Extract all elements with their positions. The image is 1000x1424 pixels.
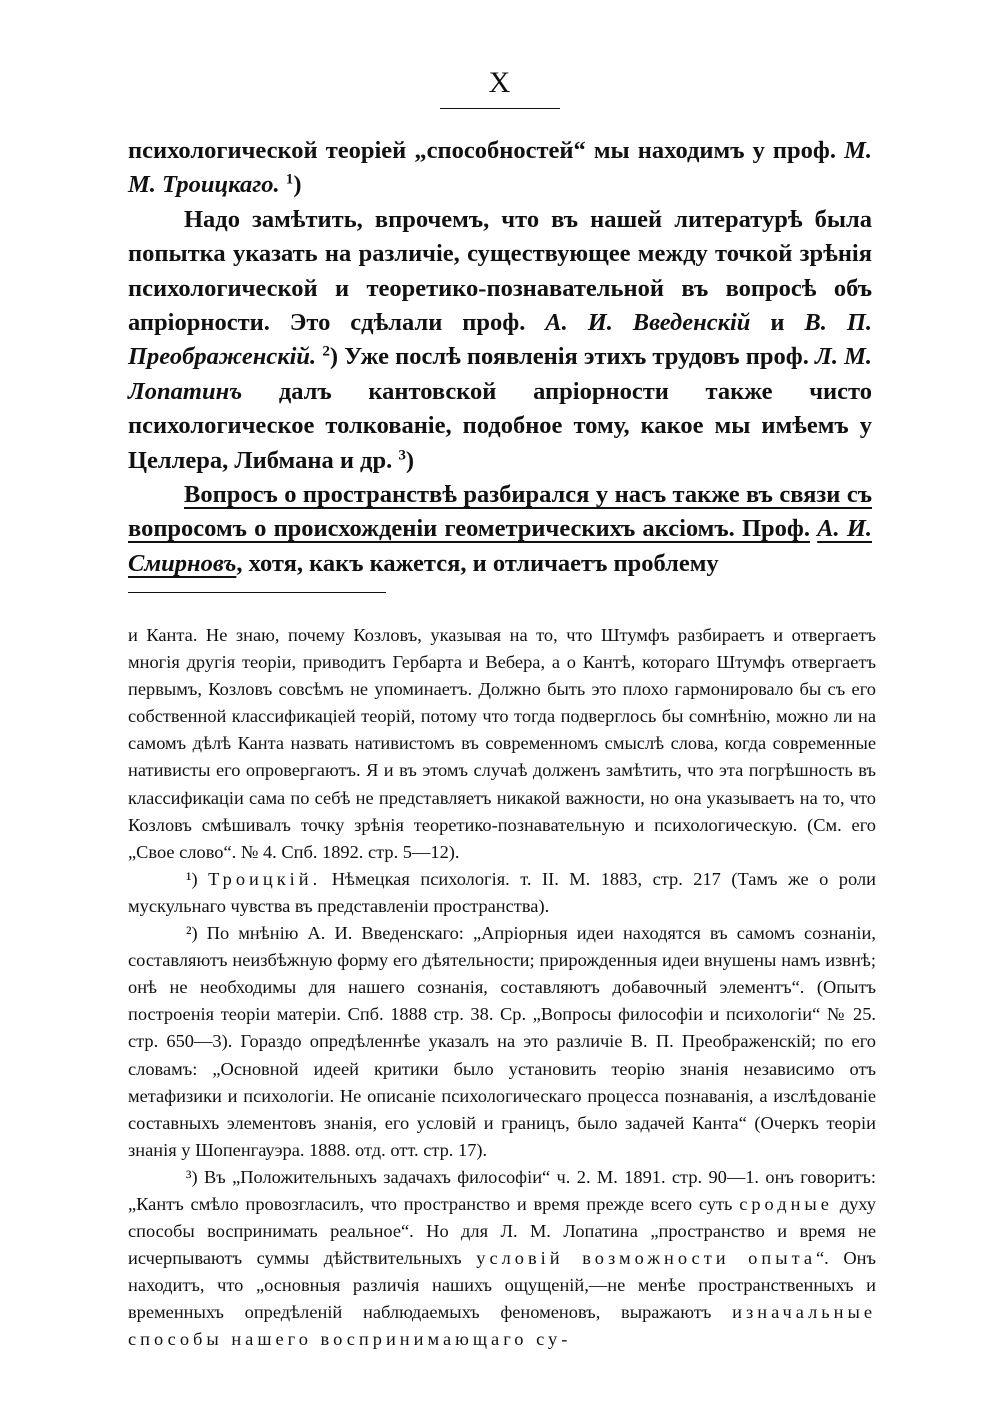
p2-author-vvedensky: А. И. Введенскій bbox=[545, 309, 751, 337]
page-number: X bbox=[488, 66, 512, 99]
footnote-ref-1: 1 bbox=[285, 171, 294, 189]
p2-author-lopatin: Л. М. Лопатинъ bbox=[128, 343, 873, 405]
p3-text-a: Вопросъ о пространствѣ разбирался у насъ также въ связи съ вопросомъ о происхожденіи геометрическихъ аксіомъ. Проф. bbox=[128, 481, 872, 543]
footnote-1-mark: ¹) bbox=[186, 868, 198, 889]
p2-text-b: ) Уже послѣ появленія этихъ трудовъ проф. bbox=[329, 343, 809, 371]
p2-text-a: Надо замѣтить, впрочемъ, что въ нашей литературѣ была попытка указать на различіе, существующее между точкой зрѣнія психологической и теоретико-познавательной въ вопросѣ объ апріорности. Это сдѣлали проф. bbox=[128, 205, 872, 337]
footnote-1-text: Нѣмецкая психологія. т. II. М. 1883, стр. 217 (Тамъ же о роли мускульнаго чувства въ представленіи пространства). bbox=[128, 868, 876, 916]
footnotes bbox=[128, 622, 876, 1354]
p1-end: ) bbox=[293, 171, 302, 199]
footnote-3-name: Л. М. Лопатина bbox=[500, 1221, 638, 1242]
p2-author-preobrazhensky: В. П. Преображенскій. bbox=[128, 309, 873, 371]
p2-and: и bbox=[770, 309, 785, 337]
footnote-3-mark: ³) bbox=[186, 1166, 198, 1187]
footnote-ref-2: 2 bbox=[322, 343, 330, 361]
footnote-1-author: Троицкій. bbox=[208, 868, 322, 889]
p1-author-name: М. М. Троицкаго. bbox=[128, 137, 872, 199]
footnote-3-text-c: „пространство и время не исчерпываютъ суммы дѣйствительныхъ bbox=[128, 1221, 876, 1269]
p3-text-b: , хотя, какъ кажется, и отличаетъ проблему bbox=[236, 549, 719, 577]
footnote-2 bbox=[128, 920, 876, 1164]
footnote-3-spaced-2: условій возможности опыта bbox=[476, 1248, 816, 1269]
p2-text-c: далъ кантовской апріорности также чисто психологическое толкованіе, подобное тому, какое мы имѣемъ у Целлера, Либмана и др. bbox=[128, 377, 872, 474]
footnote-3-spaced-1: сродные bbox=[739, 1193, 833, 1214]
footnote-ref-3: 3 bbox=[398, 446, 406, 464]
p2-end: ) bbox=[405, 446, 415, 474]
footnote-2-mark: ²) bbox=[186, 923, 198, 944]
footnote-3-text-d: “. Онъ находитъ, что „основныя различія нашихъ ощущеній,—не менѣе пространственныхъ и временныхъ опредѣленій наблюдаемыхъ феноменовъ, выражаютъ bbox=[128, 1248, 876, 1323]
main-text bbox=[128, 134, 872, 581]
p1-text: психологической теоріей „способностей“ мы находимъ у проф. bbox=[128, 137, 836, 164]
p3-author-smirnov: А. И. Смирновъ bbox=[128, 515, 873, 577]
footnote-2-name: А. И. Введенскаго: bbox=[307, 923, 464, 944]
footnote-3-text-b: духу способы воспринимать реальное“. Но для bbox=[128, 1193, 876, 1242]
paragraph-3 bbox=[128, 478, 872, 581]
paragraph-2 bbox=[128, 203, 872, 478]
paragraph-1 bbox=[128, 134, 872, 203]
page-number-rule bbox=[440, 108, 560, 109]
footnote-rule bbox=[128, 592, 386, 593]
footnote-1 bbox=[128, 866, 876, 920]
footnote-continuation: и Канта. Не знаю, почему Козловъ, указывая на то, что Штумфъ разбираетъ и отвергаетъ многія другія теоріи, приводитъ Гербарта и Вебера, а о Кантѣ, котораго Штумфъ отвергаетъ первымъ, Козловъ совсѣмъ не упоминаетъ. Должно быть это плохо гармонировало бы съ его собственной классификаціей теорій, потому что тогда подверглось бы сомнѣнію, можно ли на самомъ дѣлѣ Канта назвать нативистомъ въ современномъ смыслѣ слова, когда современные нативисты его опровергаютъ. Я и въ этомъ случаѣ долженъ замѣтить, что эта погрѣшность въ классификаціи сама по себѣ не представляетъ никакой важности, но она указываетъ на то, что Козловъ смѣшивалъ точку зрѣнія теоретико-познавательную и психологическую. (См. его „Свое слово“. № 4. Спб. 1892. стр. 5—12). bbox=[128, 625, 876, 862]
footnote-2-text-b: „Апріорныя идеи находятся въ самомъ сознаніи, составляютъ неизбѣжную форму его дѣятельности; прирожденныя идеи внушены намъ извнѣ; онѣ не необходимы для нашего сознанія, составляютъ добавочный элементъ“. (Опытъ построенія теоріи матеріи. Спб. 1888 стр. 38. Ср. „Вопросы философіи и психологіи“ № 25. стр. 650—3). Гораздо опредѣленнѣе указалъ на это различіе В. П. Преображенскій; по его словамъ: „Основной идеей критики было установить теорію знанія независимо отъ метафизики и психологіи. Не описаніе психологическаго процесса познаванія, а изслѣдованіе составныхъ элементовъ знанія, его условій и границъ, было задачей Канта“ (Очеркъ теоріи знанія у Шопенгауэра. 1888. отд. отт. стр. 17). bbox=[128, 923, 876, 1160]
footnote-2-text-a: По мнѣнію bbox=[206, 923, 299, 944]
footnote-3-spaced-3: изначальные способы нашего воспринимающаго су- bbox=[128, 1302, 876, 1350]
footnote-3-text-a: Въ „Положительныхъ задачахъ философіи“ ч. 2. М. 1891. стр. 90—1. онъ говоритъ: „Кантъ смѣло провозгласилъ, что пространство и время прежде всего суть bbox=[128, 1166, 876, 1214]
footnote-3 bbox=[128, 1164, 876, 1354]
